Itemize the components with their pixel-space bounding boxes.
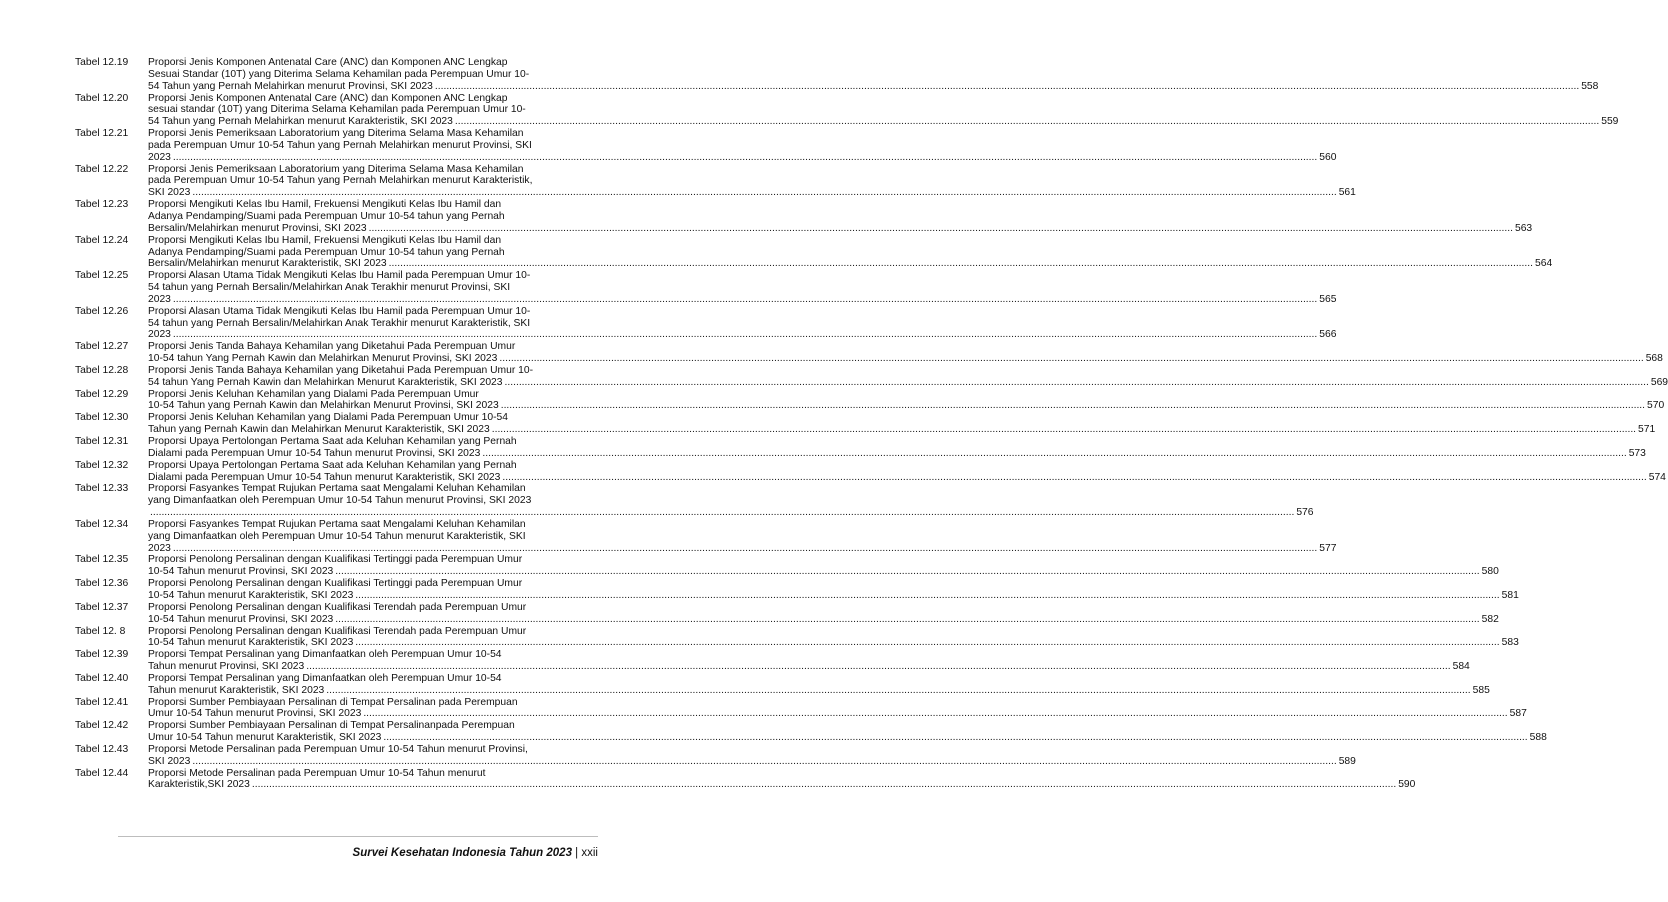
toc-entry[interactable] [75, 128, 1337, 164]
toc-entry-page-number: 581 [1501, 589, 1519, 601]
toc-entry-page-number: 560 [1319, 151, 1337, 163]
toc-entry[interactable] [75, 720, 1547, 744]
toc-entry-description [148, 199, 1532, 235]
toc-entry-page-number: 574 [1648, 471, 1666, 483]
dot-leader: ................................................................................................................................................................................................................................................................................................................................................................................................................ [326, 684, 1471, 696]
toc-entry-line: Proporsi Jenis Komponen Antenatal Care (ANC) dan Komponen ANC Lengkap [148, 57, 508, 68]
dot-leader: ................................................................................................................................................................................................................................................................................................................................................................................................................ [454, 116, 1600, 128]
toc-entry-description [148, 365, 1668, 389]
dot-leader: ................................................................................................................................................................................................................................................................................................................................................................................................................ [192, 755, 1337, 767]
toc-entry-line: Proporsi Mengikuti Kelas Ibu Hamil, Frekuensi Mengikuti Kelas Ibu Hamil dan [148, 234, 502, 246]
toc-entry-final-line [148, 779, 1415, 791]
toc-entry[interactable] [75, 518, 1337, 555]
toc-entry-page-number: 588 [1529, 732, 1547, 744]
toc-entry-line: Proporsi Penolong Persalinan dengan Kualifikasi Tertinggi pada Perempuan Umur [148, 554, 523, 566]
toc-entry-page-number: 583 [1501, 637, 1519, 649]
toc-entry-line: Proporsi Sumber Pembiayaan Persalinan di Tempat Persalinan pada Perempuan [148, 696, 518, 708]
toc-entry[interactable] [75, 92, 1619, 129]
dot-leader: ................................................................................................................................................................................................................................................................................................................................................................................................................ [150, 507, 1295, 519]
toc-entry[interactable] [75, 483, 1314, 519]
toc-entry-page-number: 559 [1601, 116, 1619, 128]
toc-entry-line: Proporsi Penolong Persalinan dengan Kualifikasi Terendah pada Perempuan Umur [148, 601, 527, 613]
toc-entry-line: Proporsi Fasyankes Tempat Rujukan Pertama saat Mengalami Keluhan Kehamilan [148, 483, 526, 495]
toc-entry-line: Proporsi Alasan Utama Tidak Mengikuti Kelas Ibu Hamil pada Perempuan Umur 10- [148, 270, 531, 282]
toc-entry-final-line [148, 294, 1336, 306]
toc-entry-line: 54 tahun yang Pernah Bersalin/Melahirkan Anak Terakhir menurut Provinsi, SKI [148, 282, 511, 294]
toc-entry-page-number: 582 [1481, 613, 1499, 625]
toc-entry-final-text: 10-54 tahun Yang Pernah Kawin dan Melahirkan Menurut Provinsi, SKI 2023 [148, 353, 498, 365]
toc-entry-final-text: 54 Tahun yang Pernah Melahirkan menurut Karakteristik, SKI 2023 [148, 116, 453, 128]
toc-entry[interactable] [75, 625, 1519, 650]
toc-entry-page-number: 573 [1628, 447, 1646, 459]
toc-entry-description [148, 602, 1499, 626]
toc-entry-page-number: 563 [1514, 222, 1533, 234]
toc-entry-final-line [148, 81, 1598, 93]
toc-entry-label: Tabel 12.20 [75, 92, 129, 104]
toc-entry-line: Proporsi Jenis Komponen Antenatal Care (ANC) dan Komponen ANC Lengkap [148, 92, 508, 104]
toc-entry[interactable] [75, 436, 1646, 460]
toc-entry-line: yang Dimanfaatkan oleh Perempuan Umur 10-54 Tahun menurut Provinsi, SKI 2023 [148, 495, 532, 507]
footer-page-number: xxii [581, 847, 598, 859]
toc-entry-final-line [148, 590, 1519, 602]
toc-entry-label: Tabel 12.41 [75, 696, 129, 708]
toc-entry-final-text: Umur 10-54 Tahun menurut Provinsi, SKI 2023 [148, 708, 362, 720]
dot-leader: ................................................................................................................................................................................................................................................................................................................................................................................................................ [383, 732, 1528, 744]
toc-entry[interactable] [75, 649, 1470, 673]
toc-entry-line: yang Dimanfaatkan oleh Perempuan Umur 10-54 Tahun menurut Karakteristik, SKI [148, 530, 526, 542]
toc-entry-description [148, 93, 1618, 129]
dot-leader: ................................................................................................................................................................................................................................................................................................................................................................................................................ [368, 222, 1513, 234]
toc-entry-label: Tabel 12.19 [75, 57, 129, 68]
toc-entry-final-text: 2023 [148, 293, 171, 305]
toc-entry-description [148, 744, 1356, 768]
toc-entry-final-text: 2023 [148, 151, 171, 163]
toc-entry-label: Tabel 12.44 [75, 767, 129, 779]
toc-entry-line: Proporsi Jenis Keluhan Kehamilan yang Dialami Pada Perempuan Umur [148, 388, 479, 400]
footer-divider [118, 836, 598, 837]
toc-entry[interactable] [75, 554, 1499, 578]
dot-leader: ................................................................................................................................................................................................................................................................................................................................................................................................................ [306, 661, 1451, 673]
toc-entry-final-line [148, 756, 1356, 768]
toc-entry-final-line [148, 732, 1547, 744]
toc-entry-line: pada Perempuan Umur 10-54 Tahun yang Pernah Melahirkan menurut Karakteristik, [148, 175, 533, 187]
toc-entry-description [148, 697, 1527, 721]
toc-entry-page-number: 584 [1452, 661, 1470, 673]
toc-entry-final-line [148, 685, 1490, 697]
toc-entry-line: 54 tahun yang Pernah Bersalin/Melahirkan Anak Terakhir menurut Karakteristik, SKI [148, 317, 531, 329]
toc-entry-label: Tabel 12.36 [75, 578, 129, 590]
toc-entry-line: sesuai standar (10T) yang Diterima Selama Kehamilan pada Perempuan Umur 10- [148, 104, 526, 116]
dot-leader: ................................................................................................................................................................................................................................................................................................................................................................................................................ [172, 151, 1318, 163]
dot-leader: ................................................................................................................................................................................................................................................................................................................................................................................................................ [192, 187, 1337, 199]
toc-entry-final-text: Karakteristik,SKI 2023 [148, 779, 250, 791]
toc-entry[interactable] [75, 57, 1599, 93]
dot-leader: ................................................................................................................................................................................................................................................................................................................................................................................................................ [363, 708, 1508, 720]
toc-entry-final-line [148, 329, 1336, 341]
dot-leader: ................................................................................................................................................................................................................................................................................................................................................................................................................ [172, 293, 1318, 305]
toc-entry-final-line [148, 448, 1646, 460]
toc-entry[interactable] [75, 341, 1663, 365]
toc-entry-line: Proporsi Sumber Pembiayaan Persalinan di Tempat Persalinanpada Perempuan [148, 720, 515, 732]
toc-entry-description [148, 57, 1598, 93]
toc-entry-page-number: 570 [1647, 400, 1665, 412]
toc-entry-line: Proporsi Jenis Tanda Bahaya Kehamilan yang Diketahui Pada Perempuan Umur 10- [148, 364, 534, 376]
toc-entry-final-text: Tahun menurut Provinsi, SKI 2023 [148, 661, 305, 673]
toc-entry-line: Proporsi Metode Persalinan pada Perempuan Umur 10-54 Tahun menurut [148, 767, 486, 779]
toc-entry-description [148, 389, 1664, 413]
toc-entry[interactable] [75, 163, 1356, 200]
toc-entry-final-text: 10-54 Tahun menurut Karakteristik, SKI 2023 [148, 637, 354, 649]
toc-entry-final-text: Bersalin/Melahirkan menurut Karakteristik, SKI 2023 [148, 258, 387, 270]
footer-title: Survei Kesehatan Indonesia Tahun 2023 [352, 847, 572, 859]
toc-entry-final-line [148, 400, 1664, 412]
toc-entry-description [148, 626, 1519, 650]
toc-entry-description [148, 578, 1519, 602]
dot-leader: ................................................................................................................................................................................................................................................................................................................................................................................................................ [251, 779, 1397, 791]
toc-entry-description [148, 306, 1336, 342]
toc-entry-label: Tabel 12.23 [75, 199, 129, 211]
toc-entry-label: Tabel 12.32 [75, 459, 129, 471]
toc-entry-description [148, 649, 1470, 673]
toc-entry-final-line [148, 353, 1663, 365]
toc-entry[interactable] [75, 305, 1337, 342]
toc-entry-description [148, 341, 1663, 365]
toc-entry-final-line [148, 223, 1532, 235]
dot-leader: ................................................................................................................................................................................................................................................................................................................................................................................................................ [502, 471, 1647, 483]
dot-leader: ................................................................................................................................................................................................................................................................................................................................................................................................................ [388, 258, 1533, 270]
toc-entry-final-line [148, 543, 1336, 555]
toc-entry[interactable] [75, 672, 1490, 697]
toc-entry-description [148, 436, 1646, 460]
toc-entry-description [148, 519, 1336, 555]
toc-entry-label: Tabel 12.26 [75, 305, 129, 317]
toc-entry-final-line [148, 258, 1552, 270]
toc-entry[interactable] [75, 412, 1656, 436]
toc-entry-page-number: 565 [1319, 293, 1337, 305]
toc-entry-line: Proporsi Metode Persalinan pada Perempuan Umur 10-54 Tahun menurut Provinsi, [148, 743, 528, 755]
toc-entry-line: Proporsi Penolong Persalinan dengan Kualifikasi Terendah pada Perempuan Umur [148, 625, 527, 637]
dot-leader: ................................................................................................................................................................................................................................................................................................................................................................................................................ [491, 424, 1637, 436]
toc-entry[interactable] [75, 696, 1527, 721]
toc-entry-final-text: SKI 2023 [148, 187, 191, 199]
toc-entry-label: Tabel 12.37 [75, 601, 129, 613]
toc-entry-final-line [148, 614, 1499, 626]
toc-entry-line: Proporsi Upaya Pertolongan Pertama Saat ada Keluhan Kehamilan yang Pernah [148, 436, 517, 447]
dot-leader: ................................................................................................................................................................................................................................................................................................................................................................................................................ [434, 80, 1580, 92]
toc-entry-label: Tabel 12.34 [75, 518, 129, 530]
toc-entry-label: Tabel 12.28 [75, 364, 129, 376]
toc-entry-description [148, 673, 1490, 697]
toc-entry-line: Proporsi Mengikuti Kelas Ibu Hamil, Frekuensi Mengikuti Kelas Ibu Hamil dan [148, 199, 502, 211]
toc-entry-label: Tabel 12.31 [75, 436, 129, 447]
toc-entry-label: Tabel 12. 8 [75, 625, 126, 637]
toc-entry-final-text: SKI 2023 [148, 755, 191, 767]
toc-entry[interactable] [75, 270, 1337, 306]
toc-entry[interactable] [75, 234, 1553, 271]
toc-entry-final-line [148, 472, 1666, 484]
toc-entry-label: Tabel 12.30 [75, 412, 129, 424]
toc-entry-line: Proporsi Tempat Persalinan yang Dimanfaatkan oleh Perempuan Umur 10-54 [148, 649, 502, 661]
toc-entry-page-number: 558 [1581, 80, 1599, 92]
toc-entry-line: Proporsi Tempat Persalinan yang Dimanfaatkan oleh Perempuan Umur 10-54 [148, 672, 502, 684]
toc-entry-label: Tabel 12.42 [75, 720, 129, 732]
toc-entry-line: Proporsi Jenis Keluhan Kehamilan yang Dialami Pada Perempuan Umur 10-54 [148, 412, 509, 424]
table-of-contents-list [75, 57, 1668, 791]
dot-leader: ................................................................................................................................................................................................................................................................................................................................................................................................................ [355, 589, 1500, 601]
toc-entry-line: Proporsi Jenis Tanda Bahaya Kehamilan yang Diketahui Pada Perempuan Umur [148, 341, 516, 353]
toc-entry-page-number: 590 [1398, 779, 1416, 791]
toc-entry-line: Proporsi Fasyankes Tempat Rujukan Pertama saat Mengalami Keluhan Kehamilan [148, 518, 526, 530]
toc-entry-final-line [148, 116, 1618, 128]
toc-entry[interactable] [75, 199, 1533, 235]
toc-entry-page-number: 564 [1534, 258, 1553, 270]
toc-entry-label: Tabel 12.24 [75, 234, 129, 246]
toc-entry-line: Proporsi Jenis Pemeriksaan Laboratorium yang Diterima Selama Masa Kehamilan [148, 163, 524, 175]
toc-entry-final-text: 10-54 Tahun menurut Provinsi, SKI 2023 [148, 613, 334, 625]
dot-leader: ................................................................................................................................................................................................................................................................................................................................................................................................................ [500, 400, 1646, 412]
toc-entry-final-line [148, 424, 1655, 436]
toc-entry-final-line [148, 507, 1314, 519]
toc-entry-final-line [148, 566, 1499, 578]
toc-entry[interactable] [75, 388, 1665, 413]
dot-leader: ................................................................................................................................................................................................................................................................................................................................................................................................................ [172, 329, 1318, 341]
toc-entry-final-line [148, 377, 1668, 389]
toc-entry-label: Tabel 12.29 [75, 388, 129, 400]
toc-entry-final-text: Tahun menurut Karakteristik, SKI 2023 [148, 684, 325, 696]
toc-entry-final-text: 10-54 Tahun yang Pernah Kawin dan Melahirkan Menurut Provinsi, SKI 2023 [148, 400, 499, 412]
toc-entry-description [148, 554, 1499, 578]
toc-entry-page-number: 576 [1296, 507, 1314, 519]
toc-entry-page-number: 569 [1650, 376, 1668, 388]
dot-leader: ................................................................................................................................................................................................................................................................................................................................................................................................................ [335, 566, 1480, 578]
toc-entry-page-number: 585 [1472, 684, 1490, 696]
toc-entry-final-text: 10-54 Tahun menurut Provinsi, SKI 2023 [148, 566, 334, 578]
toc-entry-line: Adanya Pendamping/Suami pada Perempuan Umur 10-54 tahun yang Pernah [148, 210, 505, 222]
toc-entry[interactable] [75, 743, 1356, 768]
toc-entry-page-number: 589 [1338, 755, 1356, 767]
toc-entry-label: Tabel 12.27 [75, 341, 129, 353]
toc-entry-description [148, 768, 1415, 792]
toc-entry-final-text: 54 tahun Yang Pernah Kawin dan Melahirkan Menurut Karakteristik, SKI 2023 [148, 376, 503, 388]
toc-entry-final-text: 54 Tahun yang Pernah Melahirkan menurut Provinsi, SKI 2023 [148, 80, 433, 92]
toc-entry-page-number: 571 [1638, 424, 1656, 436]
toc-entry-final-line [148, 152, 1336, 164]
toc-entry-description [148, 720, 1547, 744]
dot-leader: ................................................................................................................................................................................................................................................................................................................................................................................................................ [499, 353, 1644, 365]
toc-entry-line: pada Perempuan Umur 10-54 Tahun yang Pernah Melahirkan menurut Provinsi, SKI [148, 139, 532, 151]
toc-entry-label: Tabel 12.43 [75, 743, 129, 755]
toc-entry-final-text: 10-54 Tahun menurut Karakteristik, SKI 2023 [148, 589, 354, 601]
toc-entry-description [148, 483, 1314, 519]
toc-entry[interactable] [75, 459, 1666, 484]
toc-entry-line: Adanya Pendamping/Suami pada Perempuan Umur 10-54 tahun yang Pernah [148, 246, 505, 258]
toc-entry-final-line [148, 708, 1527, 720]
toc-entry-final-line [148, 661, 1470, 673]
toc-entry-final-line [148, 187, 1356, 199]
dot-leader: ................................................................................................................................................................................................................................................................................................................................................................................................................ [172, 542, 1318, 554]
toc-entry-page-number: 568 [1645, 353, 1663, 365]
dot-leader: ................................................................................................................................................................................................................................................................................................................................................................................................................ [355, 637, 1500, 649]
toc-entry-description [148, 128, 1336, 164]
toc-entry[interactable] [75, 601, 1499, 626]
toc-entry-final-text: Tahun yang Pernah Kawin dan Melahirkan Menurut Karakteristik, SKI 2023 [148, 424, 490, 436]
toc-entry[interactable] [75, 767, 1416, 792]
toc-entry-final-text: Umur 10-54 Tahun menurut Karakteristik, SKI 2023 [148, 732, 382, 744]
toc-entry-page-number: 566 [1319, 329, 1337, 341]
toc-entry-line: Sesuai Standar (10T) yang Diterima Selama Kehamilan pada Perempuan Umur 10- [148, 68, 530, 80]
dot-leader: ................................................................................................................................................................................................................................................................................................................................................................................................................ [482, 447, 1627, 459]
toc-entry-line: Proporsi Alasan Utama Tidak Mengikuti Kelas Ibu Hamil pada Perempuan Umur 10- [148, 305, 531, 317]
toc-entry-label: Tabel 12.39 [75, 649, 129, 661]
dot-leader: ................................................................................................................................................................................................................................................................................................................................................................................................................ [504, 376, 1649, 388]
toc-entry-final-text: Dialami pada Perempuan Umur 10-54 Tahun menurut Provinsi, SKI 2023 [148, 447, 481, 459]
toc-entry-label: Tabel 12.33 [75, 483, 129, 495]
toc-entry-description [148, 460, 1666, 484]
toc-entry-label: Tabel 12.22 [75, 163, 129, 175]
toc-entry[interactable] [75, 364, 1668, 389]
toc-entry-line: Proporsi Jenis Pemeriksaan Laboratorium yang Diterima Selama Masa Kehamilan [148, 128, 524, 140]
footer-separator: | [571, 847, 582, 859]
toc-entry-final-line [148, 637, 1519, 649]
toc-entry-final-text: Bersalin/Melahirkan menurut Provinsi, SKI 2023 [148, 222, 367, 234]
toc-entry-description [148, 164, 1356, 200]
toc-entry-final-text: 2023 [148, 542, 171, 554]
page-footer [353, 847, 598, 859]
toc-entry-description [148, 412, 1655, 436]
toc-entry-line: Proporsi Penolong Persalinan dengan Kualifikasi Tertinggi pada Perempuan Umur [148, 578, 523, 590]
dot-leader: ................................................................................................................................................................................................................................................................................................................................................................................................................ [335, 613, 1480, 625]
toc-entry-page-number: 577 [1319, 542, 1337, 554]
toc-entry-page-number: 580 [1481, 566, 1499, 578]
toc-entry-final-text: Dialami pada Perempuan Umur 10-54 Tahun menurut Karakteristik, SKI 2023 [148, 471, 501, 483]
toc-entry-description [148, 235, 1552, 271]
toc-entry-label: Tabel 12.21 [75, 128, 129, 140]
toc-entry-line: Proporsi Upaya Pertolongan Pertama Saat ada Keluhan Kehamilan yang Pernah [148, 459, 517, 471]
toc-entry-description [148, 270, 1336, 306]
toc-entry-label: Tabel 12.25 [75, 270, 129, 282]
toc-entry[interactable] [75, 578, 1519, 602]
toc-entry-final-text: 2023 [148, 329, 171, 341]
toc-entry-page-number: 561 [1338, 187, 1356, 199]
toc-entry-label: Tabel 12.35 [75, 554, 129, 566]
toc-entry-label: Tabel 12.40 [75, 672, 129, 684]
toc-entry-page-number: 587 [1509, 708, 1527, 720]
